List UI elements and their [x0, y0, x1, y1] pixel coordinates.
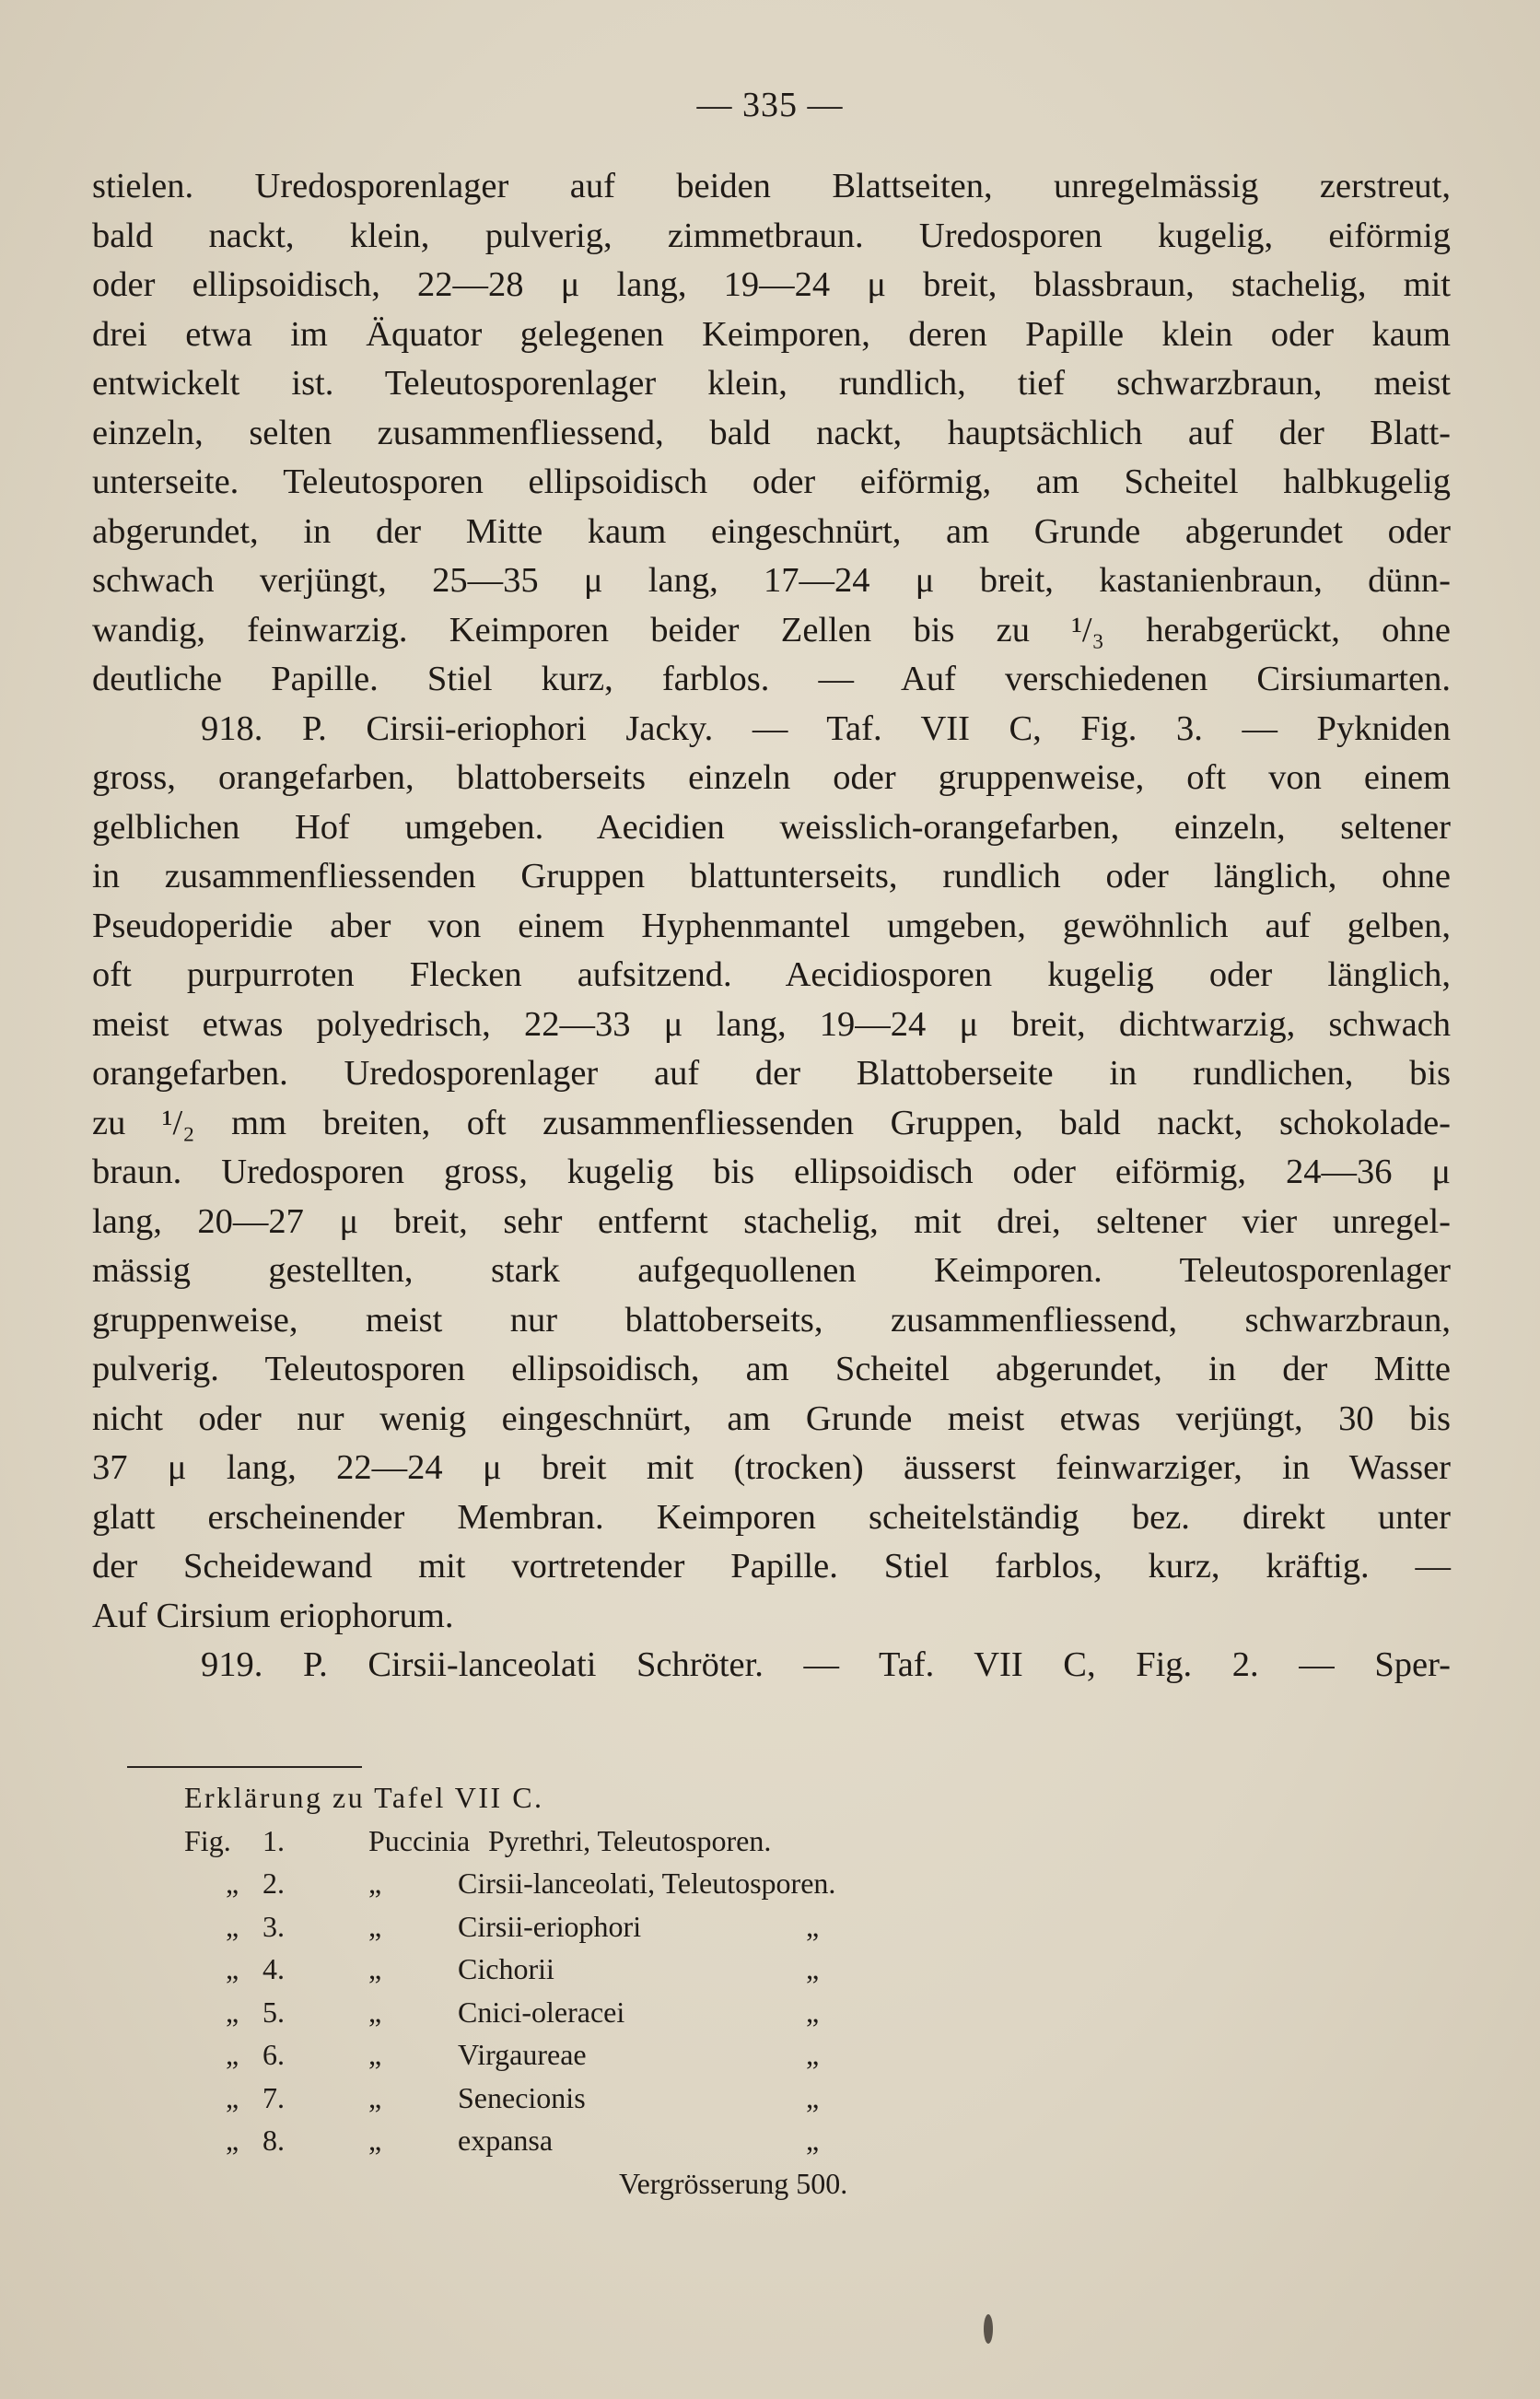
legend-fig-label: „ [226, 1952, 239, 1985]
page-number: — 335 — [696, 86, 844, 124]
legend-species: Virgaureae [458, 2038, 587, 2071]
legend-ditto: „ [806, 2124, 820, 2157]
legend-species: Cnici-oleracei [458, 1995, 625, 2029]
text-line: meist etwas polyedrisch, 22—33 μ lang, 19—24 μ breit, dichtwarzig, schwach [92, 1004, 1451, 1044]
text-line: mässig gestellten, stark aufgequollenen Keimporen. Teleutosporenlager [92, 1251, 1451, 1290]
legend-footer [184, 2162, 1013, 2206]
text-line: der Scheidewand mit vortretender Papille. Stiel farblos, kurz, kräftig. — [92, 1547, 1451, 1586]
legend-fig-label: Fig. [184, 1823, 231, 1857]
text-line: 37 μ lang, 22—24 μ breit mit (trocken) äusserst feinwarziger, in Wasser [92, 1448, 1451, 1487]
legend-genus: „ [368, 1952, 382, 1985]
text-line: Auf Cirsium eriophorum. [92, 1596, 454, 1635]
legend-fig-label: „ [226, 1867, 239, 1900]
legend-fig-number: 7. [262, 2080, 285, 2114]
text-line: braun. Uredosporen gross, kugelig bis ellipsoidisch oder eiförmig, 24—36 μ [92, 1153, 1451, 1191]
legend-ditto: „ [806, 2080, 820, 2114]
legend-fig-number: 1. [262, 1823, 285, 1857]
text-line: deutliche Papille. Stiel kurz, farblos. — Auf verschiedenen Cirsiumarten. [92, 660, 1451, 698]
legend-species: expansa [458, 2124, 554, 2157]
legend-ditto: „ [806, 1995, 820, 2029]
species-heading-919: 919. P. Cirsii-lanceolati Schröter. — Taf. VII C, Fig. 2. — Sper- [201, 1645, 1451, 1684]
legend-row [184, 1820, 1013, 1863]
footnote-rule [127, 1766, 362, 1768]
legend-species: Cirsii-eriophori [458, 1909, 642, 1943]
legend-fig-number: 2. [262, 1867, 285, 1900]
ink-speck [984, 2314, 993, 2344]
legend-fig-number: 5. [262, 1995, 285, 2029]
legend-row [184, 1948, 1013, 1991]
legend-genus: „ [368, 1995, 382, 2029]
legend-genus: Puccinia [368, 1823, 471, 1857]
text-line: gelblichen Hof umgeben. Aecidien weisslich-orangefarben, einzeln, seltener [92, 807, 1451, 847]
legend-row [184, 1991, 1013, 2034]
legend-genus: „ [368, 1909, 382, 1943]
text-line: in zusammenfliessenden Gruppen blattunterseits, rundlich oder länglich, ohne [92, 857, 1451, 895]
text-line: unterseite. Teleutosporen ellipsoidisch oder eiförmig, am Scheitel halbkugelig [92, 462, 1451, 501]
legend-ditto: „ [806, 1909, 820, 1943]
legend-row [184, 2077, 1013, 2120]
text-line: drei etwa im Äquator gelegenen Keimporen, deren Papille klein oder kaum [92, 314, 1451, 354]
legend-fig-number: 6. [262, 2038, 285, 2071]
legend-species: Cichorii [458, 1952, 554, 1985]
text-line: orangefarben. Uredosporenlager auf der Blattoberseite in rundlichen, bis [92, 1054, 1451, 1093]
text-line: lang, 20—27 μ breit, sehr entfernt stachelig, mit drei, seltener vier unregel- [92, 1201, 1451, 1241]
legend-ditto: „ [806, 2038, 820, 2071]
body-text [92, 162, 1451, 1691]
text-line: entwickelt ist. Teleutosporenlager klein, rundlich, tief schwarzbraun, meist [92, 364, 1451, 403]
legend-genus: „ [368, 1867, 382, 1900]
legend-fig-label: „ [226, 1909, 239, 1943]
legend-fig-label: „ [226, 1995, 239, 2029]
text-line: oder ellipsoidisch, 22—28 μ lang, 19—24 μ breit, blassbraun, stachelig, mit [92, 265, 1451, 304]
legend-fig-number: 3. [262, 1909, 285, 1943]
legend-fig-label: „ [226, 2038, 239, 2071]
legend-genus: „ [368, 2124, 382, 2157]
text-line: zu ¹/₂ mm breiten, oft zusammenfliessenden Gruppen, bald nackt, schokolade- [92, 1103, 1451, 1142]
legend-fig-label: „ [226, 2080, 239, 2114]
legend-genus: „ [368, 2080, 382, 2114]
legend-row [184, 1862, 1013, 1905]
text-line: nicht oder nur wenig eingeschnürt, am Grunde meist etwas verjüngt, 30 bis [92, 1398, 1451, 1438]
text-line: wandig, feinwarzig. Keimporen beider Zellen bis zu ¹/₃ herabgerückt, ohne [92, 610, 1451, 649]
text-line: bald nackt, klein, pulverig, zimmetbraun. Uredosporen kugelig, eiförmig [92, 216, 1451, 255]
legend-species: Senecionis [458, 2080, 586, 2114]
text-line: gross, orangefarben, blattoberseits einzeln oder gruppenweise, oft von einem [92, 758, 1451, 797]
magnification-note: Vergrösserung 500. [619, 2166, 848, 2200]
text-line: einzeln, selten zusammenfliessend, bald nackt, hauptsächlich auf der Blatt- [92, 413, 1451, 452]
legend-fig-number: 4. [262, 1952, 285, 1985]
plate-legend [184, 1776, 1013, 2205]
text-line: glatt erscheinender Membran. Keimporen scheitelständig bez. direkt unter [92, 1497, 1451, 1537]
text-line: stielen. Uredosporenlager auf beiden Blattseiten, unregelmässig zerstreut, [92, 167, 1451, 205]
species-heading-918: 918. P. Cirsii-eriophori Jacky. — Taf. VII C, Fig. 3. — Pykniden [201, 708, 1451, 748]
text-line: Pseudoperidie aber von einem Hyphenmantel umgeben, gewöhnlich auf gelben, [92, 906, 1451, 945]
legend-title: Erklärung zu Tafel VII C. [184, 1781, 544, 1814]
text-line: abgerundet, in der Mitte kaum eingeschnürt, am Grunde abgerundet oder [92, 511, 1451, 551]
legend-row [184, 2033, 1013, 2077]
legend-row [184, 2119, 1013, 2162]
legend-genus: „ [368, 2038, 382, 2071]
text-line: oft purpurroten Flecken aufsitzend. Aecidiosporen kugelig oder länglich, [92, 955, 1451, 994]
legend-row [184, 1905, 1013, 1948]
text-line: gruppenweise, meist nur blattoberseits, zusammenfliessend, schwarzbraun, [92, 1300, 1451, 1340]
legend-species: Cirsii-lanceolati, Teleutosporen. [458, 1867, 836, 1900]
legend-fig-number: 8. [262, 2124, 285, 2157]
legend-species: Pyrethri, Teleutosporen. [488, 1823, 772, 1857]
text-line: schwach verjüngt, 25—35 μ lang, 17—24 μ breit, kastanienbraun, dünn- [92, 561, 1451, 600]
text-line: pulverig. Teleutosporen ellipsoidisch, am Scheitel abgerundet, in der Mitte [92, 1350, 1451, 1388]
legend-fig-label: „ [226, 2124, 239, 2157]
legend-ditto: „ [806, 1952, 820, 1985]
